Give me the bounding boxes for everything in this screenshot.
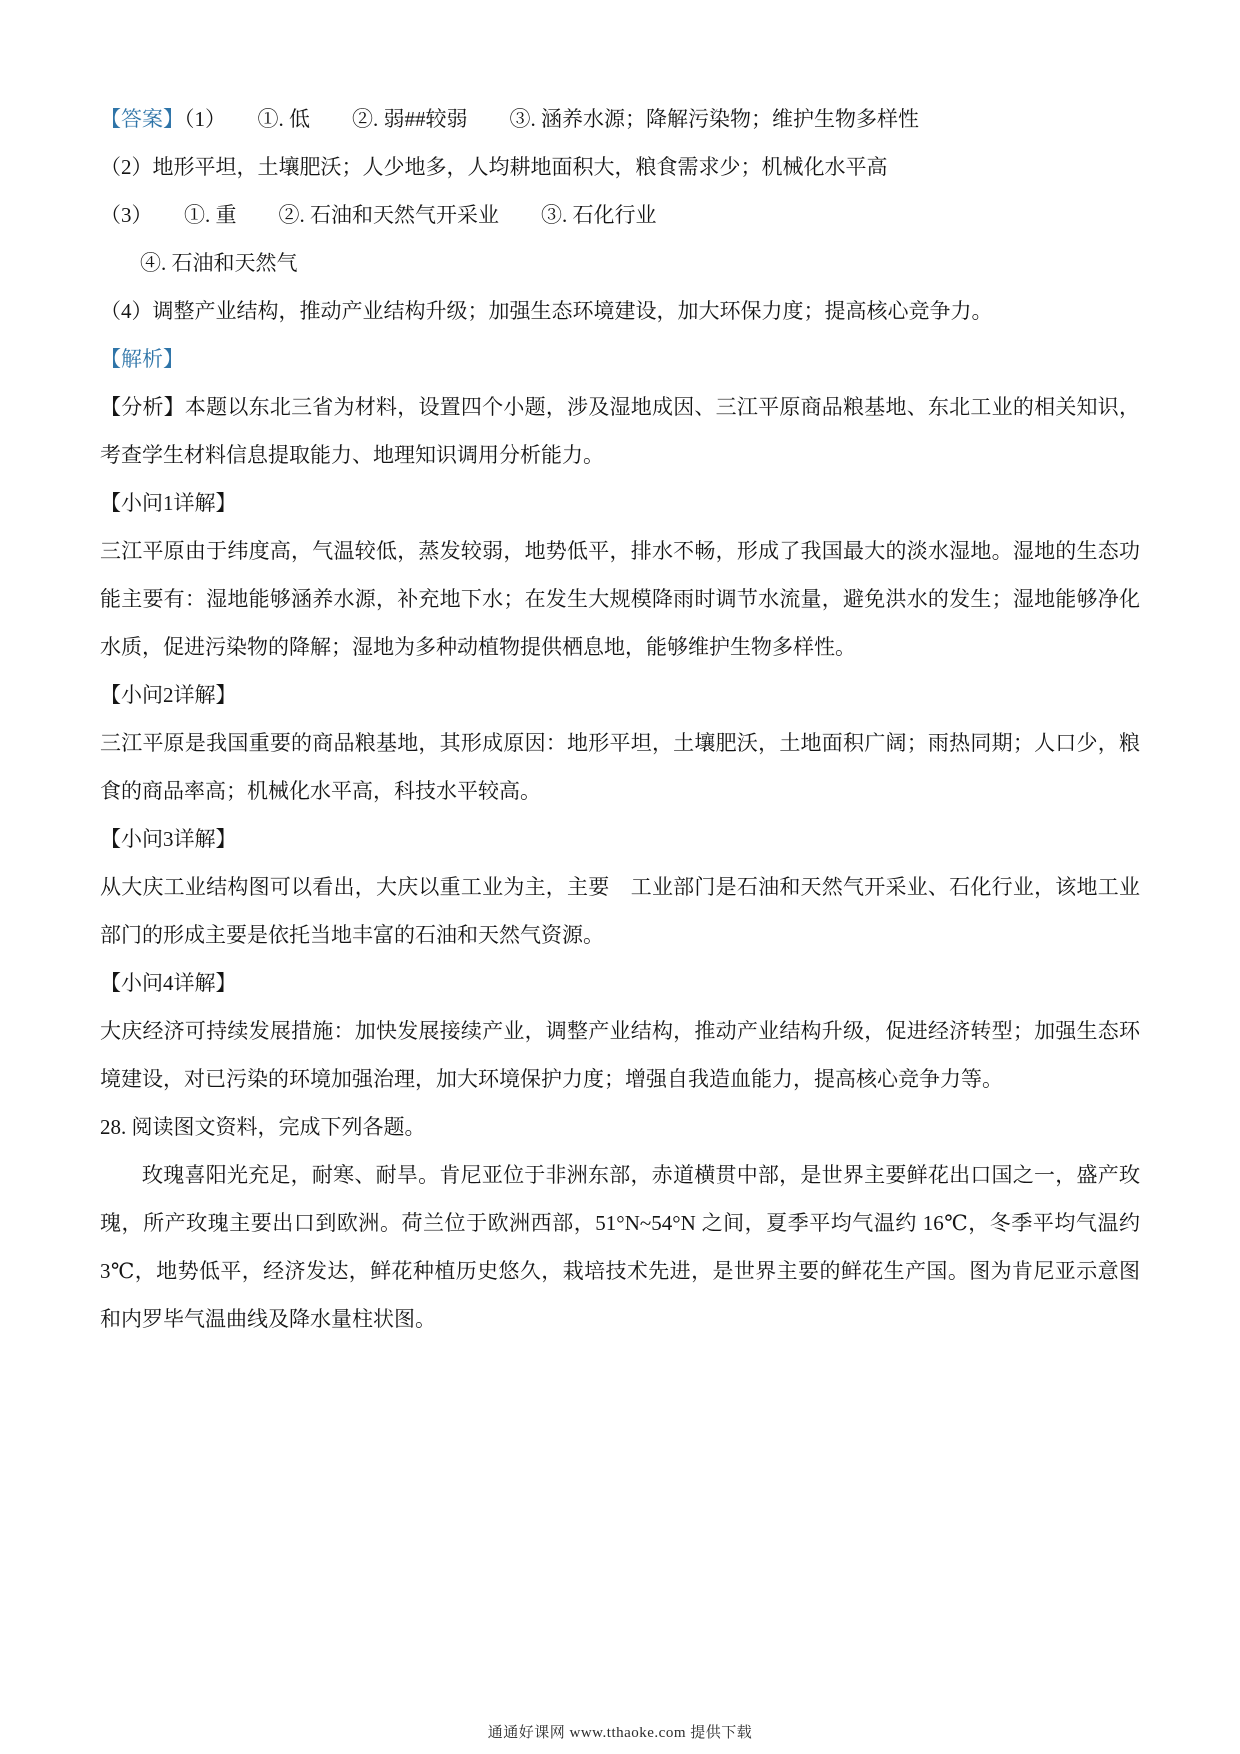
fenxi-label: 【分析】 [100, 395, 185, 419]
subquestion-1-body: 三江平原由于纬度高，气温较低，蒸发较弱，地势低平，排水不畅，形成了我国最大的淡水湿地。湿地的生态功能主要有：湿地能够涵养水源，补充地下水；在发生大规模降雨时调节水流量，避免洪水的发生；湿地能够净化水质，促进污染物的降解；湿地为多种动植物提供栖息地，能够维护生物多样性。 [100, 539, 1140, 659]
jiexi-heading [100, 335, 1140, 383]
answer-line-1-text: （1） ①. 低 ②. 弱##较弱 ③. 涵养水源；降解污染物；维护生物多样性 [184, 107, 919, 131]
subquestion-2-heading [100, 671, 1140, 719]
answer-line-5-text: （4）调整产业结构，推动产业结构升级；加强生态环境建设，加大环保力度；提高核心竞争力。 [100, 299, 993, 323]
answer-line-2-text: （2）地形平坦，土壤肥沃；人少地多，人均耕地面积大，粮食需求少；机械化水平高 [100, 155, 888, 179]
answer-line-2 [100, 143, 1140, 191]
subquestion-1-heading [100, 479, 1140, 527]
subquestion-1-text [100, 527, 1140, 671]
question-28-number: 28. [100, 1115, 132, 1139]
answer-label: 【答案】 [100, 107, 184, 131]
answer-line-5 [100, 287, 1140, 335]
subquestion-4-heading [100, 959, 1140, 1007]
question-28-material [100, 1151, 1146, 1343]
answer-line-4-text: ④. 石油和天然气 [140, 251, 298, 275]
question-28-material-text: 玫瑰喜阳光充足，耐寒、耐旱。肯尼亚位于非洲东部，赤道横贯中部，是世界主要鲜花出口国之一，盛产玫瑰，所产玫瑰主要出口到欧洲。荷兰位于欧洲西部，51°N~54°N 之间，夏季平均气温约 16℃，冬季平均气温约 3℃，地势低平，经济发达，鲜花种植历史悠久，栽培技术先进，是世界主要的鲜花生产国。图为肯尼亚示意图和内罗毕气温曲线及降水量柱状图。 [100, 1163, 1146, 1331]
subquestion-4-label: 【小问4详解】 [100, 971, 237, 995]
jiexi-label: 【解析】 [100, 347, 184, 371]
subquestion-3-body: 从大庆工业结构图可以看出，大庆以重工业为主，主要 工业部门是石油和天然气开采业、石化行业，该地工业部门的形成主要是依托当地丰富的石油和天然气资源。 [100, 875, 1140, 947]
subquestion-4-body: 大庆经济可持续发展措施：加快发展接续产业，调整产业结构，推动产业结构升级，促进经济转型；加强生态环境建设，对已污染的环境加强治理，加大环境保护力度；增强自我造血能力，提高核心竞争力等。 [100, 1019, 1140, 1091]
fenxi-text: 本题以东北三省为材料，设置四个小题，涉及湿地成因、三江平原商品粮基地、东北工业的相关知识，考查学生材料信息提取能力、地理知识调用分析能力。 [100, 395, 1141, 467]
subquestion-2-label: 【小问2详解】 [100, 683, 237, 707]
footer-text: 通通好课网 www.tthaoke.com 提供下载 [487, 1725, 753, 1741]
question-28-stem-text: 阅读图文资料，完成下列各题。 [131, 1115, 426, 1139]
subquestion-3-label: 【小问3详解】 [100, 827, 237, 851]
subquestion-3-heading [100, 815, 1140, 863]
answer-line-3 [100, 191, 1140, 239]
answer-line-1 [100, 95, 1140, 143]
subquestion-2-text [100, 719, 1140, 815]
subquestion-2-body: 三江平原是我国重要的商品粮基地，其形成原因：地形平坦，土壤肥沃，土地面积广阔；雨热同期；人口少，粮食的商品率高；机械化水平高，科技水平较高。 [100, 731, 1140, 803]
answer-line-3-text: （3） ①. 重 ②. 石油和天然气开采业 ③. 石化行业 [100, 203, 657, 227]
fenxi-paragraph [100, 383, 1140, 479]
subquestion-1-label: 【小问1详解】 [100, 491, 237, 515]
question-28-stem [100, 1103, 1140, 1151]
subquestion-3-text [100, 863, 1140, 959]
subquestion-4-text [100, 1007, 1140, 1103]
answer-line-4 [100, 239, 1140, 287]
page-footer [0, 1721, 1240, 1742]
